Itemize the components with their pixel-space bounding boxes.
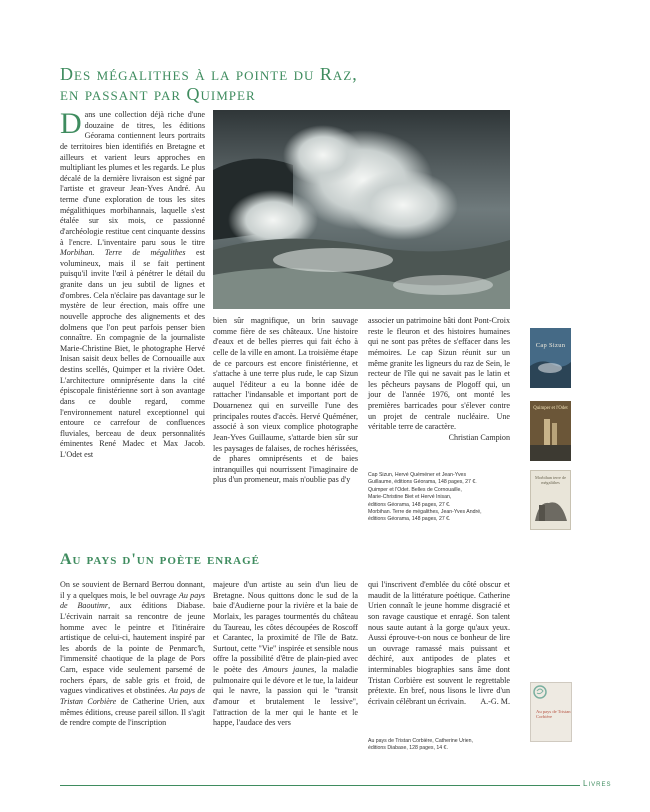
caption-line: Quimper et l'Odet. Belles de Cornouaille, [368,486,462,493]
article1-title-line2: en passant par Quimper [60,84,256,104]
article1-col3-text: associer un patrimoine bâti dont Pont-Croix reste le fleuron et des histoires humaines qui ne sont pas prêtes de s'effacer dans les mémoires. Le cap Sizun réunit sur un même granite les ligneurs du raz de Sein, le recteur de l'île qui ne savait pas le latin et les pêcheurs paysans de Plogoff qui, un jour de l'année 1976, ont monté les premières barricades pour s'élever contre un projet de centrale nucléaire. Une véritable terre de caractère. [368,316,510,432]
article2-col2-text-b: , la maladie pulmonaire qui le dévore et le tue, la laideur qui le navre, la passion qui le "transit d'amour et brutalement le lessive", l'attraction de la mer qui le hante et le happe, l'audace des vers [213,665,359,728]
article2-column-3 [368,580,510,708]
caption-line: éditions Géorama, 148 pages, 27 €. [368,516,451,523]
book-cover-quimper [530,401,571,461]
book-title-corbiere-cover: Au pays de Tristan Corbière [536,709,571,720]
book-title-morbihan: Morbihan terre de mégalithes [534,475,567,485]
article1-column-1 [60,107,205,461]
article2-col1-text: On se souvient de Bernard Berrou donnant, il y a quelques mois, le bel ouvrage [60,580,205,600]
article2-col2-text: majeure d'un artiste au sein d'un lieu de Bretagne. Nous quittons donc le sud de la baie d'Audierne pour la rivière et la baie de Morlaix, les parages tourmentés du château du Taureau, les côtes découpées de Roscoff et Carantec, la proximité de l'île de Batz. Surtout, cette "Vie" inspirée et sensible nous offre la possibilité d'être de plain-pied avec le poète des [213,580,358,674]
article2-column-2 [213,580,358,729]
caption-line: éditions Diabase, 128 pages, 14 €. [368,745,448,752]
article2-caption [368,738,508,753]
caption-line: Guillaume, éditions Géorama, 148 pages, 27 €. [368,479,477,486]
book-title-baoutimr: Au pays de Baoutimr [60,590,206,611]
caption-line: Marie-Christine Biet et Hervé Inisan, [368,494,452,501]
caption-line: Cap Sizun, Hervé Quéméner et Jean-Yves [368,472,467,478]
article2-signature: A.-G. M. [480,696,510,706]
article1-col1-text-b: est volumineux, mais il se fait pertinent puisqu'il invite l'œil à pénétrer le détail du granite dans un jeu subtil de lignes et d'ombres. Cela n'éclaire pas davantage sur le mystère de leur érection, mais offre une nouvelle approche des alignements et des dolmens que l'on peut parfois penser bien connaître. En compagnie de la journaliste Marie-Christine Biet, le photographe Hervé Inisan saisit deux belles de Cornouaille aux destins scellés, Quimper et la rivière Odet. L'architecture omniprésente dans la cité épiscopale finistérienne sort à son avantage dans ce double regard, comme l'environnement naturel exceptionnel qui entoure ce carrefour de confluences fluviales, berceau de deux personnalités éminentes René Madec et Max Jacob. L'Odet est [60,248,205,459]
book-cover-cap-sizun [530,328,571,388]
footer-rule [60,785,580,786]
article2-col1-text-c: de Catherine Urien, aux mêmes éditions, creuse pareil sillon. Il s'agit de rendre compte de l'inscription [60,696,205,728]
book-title-amours-jaunes: Amours jaunes [262,665,315,674]
section-label: Livres [583,779,612,788]
book-title-cap-sizun: Cap Sizun [535,342,566,349]
article1-title-line1: Des mégalithes à la pointe du Raz, [60,64,358,84]
caption-line: éditions Géorama, 148 pages, 27 €. [368,501,451,508]
article1-signature: Christian Campion [448,432,510,442]
article1-title [60,64,358,104]
article1-col1-text: ans une collection déjà riche d'une douzaine de titres, les éditions Géorama contiennent leurs portraits de territoires bien identifiés en Bretagne et ailleurs et varient leurs approches en multipliant les plumes et les regards. Le plus décalé de la dernière livraison est signé par l'artiste et graveur Jean-Yves André. Au terme d'une exploration de tous les sites mégalithiques morbihannais, laquelle s'est étalée sur six mois, ce passionné d'archéologie restitue cent cinquante dessins à l'encre. L'inventaire paru sous le titre [60,110,205,247]
article2-col3-text: qui l'inscrivent d'emblée du côté obscur et maudit de la littérature poétique. Catherine Urien connaît le jeune homme disgracié et son ravage caustique et enragé. Son talent nous saute autant à la gorge qu'aux yeux. Aussi éprouve-t-on nous ce bonheur de lire un ouvrage ramassé mais puissant et déchiré, aux antipodes de plates et interminables biographies sans âme dont Tristan Corbière est souvent le regrettable prétexte. En bref, nous lisons le livre d'un écrivain célébrant un écrivain. [368,580,510,706]
article1-col2-text: bien sûr magnifique, un brin sauvage comme fière de ses châteaux. Une histoire d'eaux et de belles pierres qui fait écho à celle de la ville en amont. La troisième étape de ce parcours est encore finistérienne, et s'attache à une terre plus rude, le cap Sizun auquel l'éditeur a eu la bonne idée de rattacher l'indansable et important port de Douarnenez qui en surveille l'une des principales routes d'accès. Hervé Quéméner, associé à son vieux complice photographe Jean-Yves Guillaume, s'attarde bien sûr sur les paysages de falaises, de roches hérissées, de phares omniprésents et de baies intranquilles qui nourrissent l'imaginaire de plus d'un promeneur, mais n'oublie pas d'y [213,316,358,485]
book-cover-corbiere [530,682,572,742]
caption-line: Au pays de Tristan Corbière, Catherine Urien, [368,738,473,744]
caption-line: Morbihan. Terre de mégalithes, Jean-Yves André, [368,509,482,516]
book-title-quimper: Quimper et l'Odet [533,406,568,411]
article1-caption [368,472,508,524]
drop-cap: D [60,107,82,140]
book-title-corbiere: Au pays de Tristan Corbière [60,686,205,706]
stormy-sea-photo [213,110,510,309]
article1-column-2 [213,316,358,486]
book-cover-morbihan [530,470,571,530]
article2-title: Au pays d'un poète enragé [60,551,261,568]
article2-column-1 [60,580,205,729]
article2-col1-text-b: , aux éditions Diabase. L'écrivain narrait sa rencontre de jeune homme avec le peintre et l'itinéraire artistique de celui-ci, hautement inspiré par les abords de la pointe de Penmarc'h, l'immensité chaotique de la plage de Pors Carn, espace vide seulement parsemé de rochers épars, de sable gris et froid, de vagues vindicatives et obstinées. [60,601,205,696]
book-title-morbihan: Morbihan. Terre de mégalithes [60,248,186,258]
article1-column-3 [368,316,510,444]
